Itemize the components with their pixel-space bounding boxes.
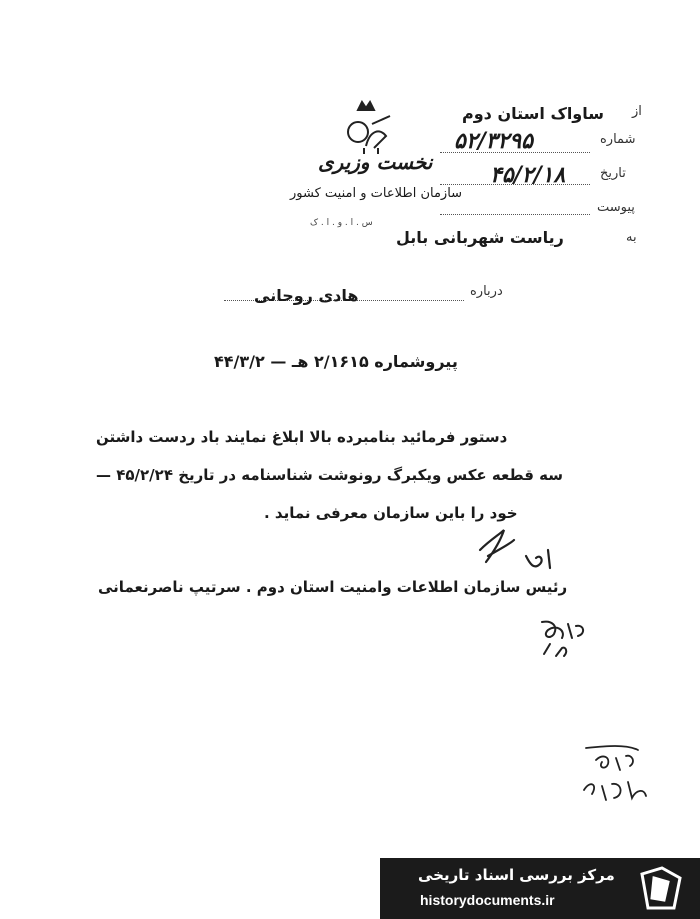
reference-line: پیروشماره ۲/۱۶۱۵ هـ — ۴۴/۳/۲ [214, 352, 458, 371]
field-date-line [440, 184, 590, 185]
center-logo-icon [632, 860, 690, 918]
letterhead-code: س . ا . و . ا . ک [310, 218, 373, 228]
field-number-value: ۵۲/۳۲۹۵ [454, 128, 533, 154]
field-date-value: ۴۵/۲/۱۸ [490, 162, 566, 188]
watermark-website: historydocuments.ir [420, 892, 555, 908]
field-number-line [440, 152, 590, 153]
body-line-2: سه قطعه عکس ویکبرگ رونوشت شناسنامه در تاریخ ۴۵/۲/۲۴ — [96, 466, 563, 484]
lion-and-sun-emblem-icon [336, 100, 396, 156]
signatory: رئیس سازمان اطلاعات وامنیت استان دوم . سرتیپ ناصرنعمانی [98, 578, 568, 596]
field-to-value: ریاست شهربانی بابل [396, 228, 564, 247]
field-from-label: از [632, 104, 642, 119]
body-line-3: خود را باین سازمان معرفی نماید . [264, 504, 518, 522]
field-number-label: شماره [600, 132, 636, 147]
letterhead-title: نخست وزیری [318, 150, 433, 174]
handwritten-initials-mark [532, 612, 592, 668]
field-date-label: تاریخ [600, 166, 626, 181]
handwritten-margin-note [566, 740, 666, 810]
subject-value: هادی روحانی [254, 286, 359, 305]
field-from-value: ساواک استان دوم [462, 104, 604, 123]
letterhead-organization: سازمان اطلاعات و امنیت کشور [290, 186, 463, 201]
field-attachment-line [440, 214, 590, 215]
field-attachment-label: پیوست [597, 200, 635, 215]
subject-label: درباره [470, 284, 503, 299]
body-line-1: دستور فرمائید بنامبرده بالا ابلاغ نمایند باد ردست داشتن [96, 428, 508, 446]
watermark-center-name: مرکز بررسی اسناد تاریخی [418, 866, 615, 884]
field-to-label: به [626, 230, 637, 245]
